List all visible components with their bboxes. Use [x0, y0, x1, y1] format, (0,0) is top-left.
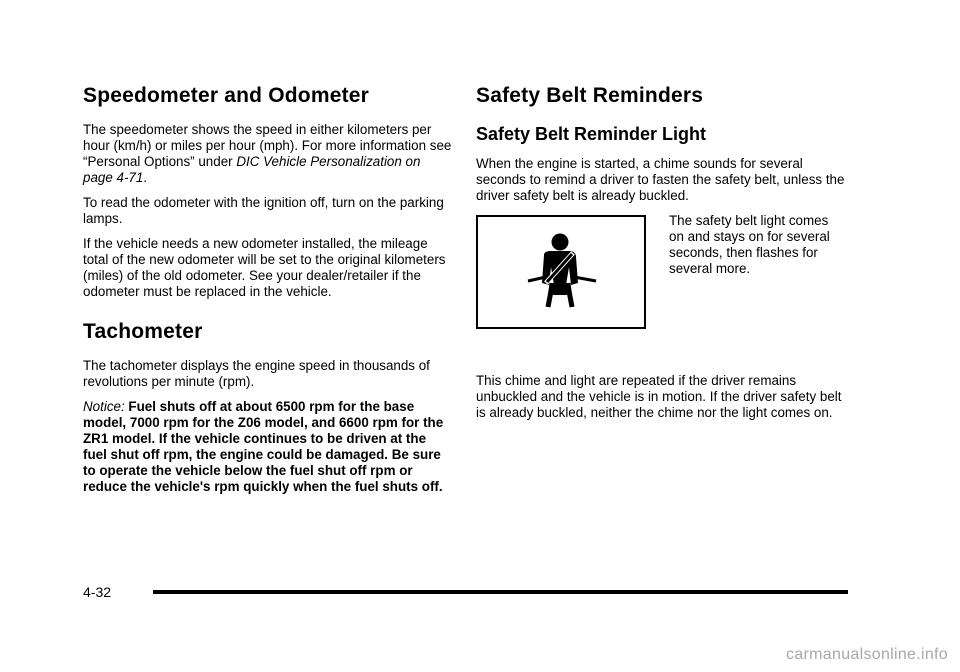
speedometer-paragraph-2: To read the odometer with the ignition off, turn on the parking lamps. — [83, 195, 444, 226]
safety-belt-paragraph-2: This chime and light are repeated if the driver remains unbuckled and the vehicle is in motion. If the driver safety belt is already buckled, neither the chime nor the light comes on. — [476, 373, 842, 420]
tachometer-paragraph-1: The tachometer displays the engine speed in thousands of revolutions per minute (rpm). — [83, 358, 430, 389]
seatbelt-figure-caption: The safety belt light comes on and stays on for several seconds, then flashes for several more. — [669, 213, 830, 276]
page-number: 4-32 — [83, 584, 112, 600]
left-column — [83, 80, 453, 504]
safety-belt-subheading: Safety Belt Reminder Light — [476, 124, 707, 144]
speedometer-paragraph-3: If the vehicle needs a new odometer installed, the mileage total of the new odometer will be set to the original kilometers (miles) of the old odometer. See your dealer/retailer if the odometer must be replaced in the vehicle. — [83, 236, 446, 299]
speedometer-p1-text: The speedometer shows the speed in either kilometers per hour (km/h) or miles per hour (mph). For more information see “Personal Options” under — [83, 122, 452, 169]
notice-text: Fuel shuts off at about 6500 rpm for the base model, 7000 rpm for the Z06 model, and 6600 rpm for the ZR1 model. If the vehicle continues to be driven at the fuel shut off rpm, the engine could be damaged. Be sure to operate the vehicle below the fuel shut off rpm or reduce the vehicle's rpm quickly when the fuel shuts off. — [83, 399, 444, 494]
tachometer-notice — [83, 399, 453, 495]
seatbelt-icon — [526, 233, 598, 309]
dic-personalization-reference: DIC Vehicle Personalization on page 4-71 — [83, 154, 421, 185]
page-footer — [83, 583, 848, 603]
notice-label: Notice: — [83, 399, 125, 414]
speedometer-paragraph-1 — [83, 122, 453, 186]
speedometer-p1-end: . — [143, 170, 148, 185]
footer-rule — [153, 590, 848, 594]
seatbelt-figure-box — [476, 215, 646, 329]
speedometer-heading: Speedometer and Odometer — [83, 84, 370, 107]
seatbelt-figure — [476, 213, 848, 349]
watermark: carmanualsonline.info — [786, 646, 948, 663]
right-column — [476, 80, 848, 430]
safety-belt-heading: Safety Belt Reminders — [476, 84, 704, 107]
safety-belt-paragraph-1: When the engine is started, a chime sounds for several seconds to remind a driver to fasten the safety belt, unless the driver safety belt is already buckled. — [476, 156, 845, 203]
tachometer-heading: Tachometer — [83, 320, 203, 343]
